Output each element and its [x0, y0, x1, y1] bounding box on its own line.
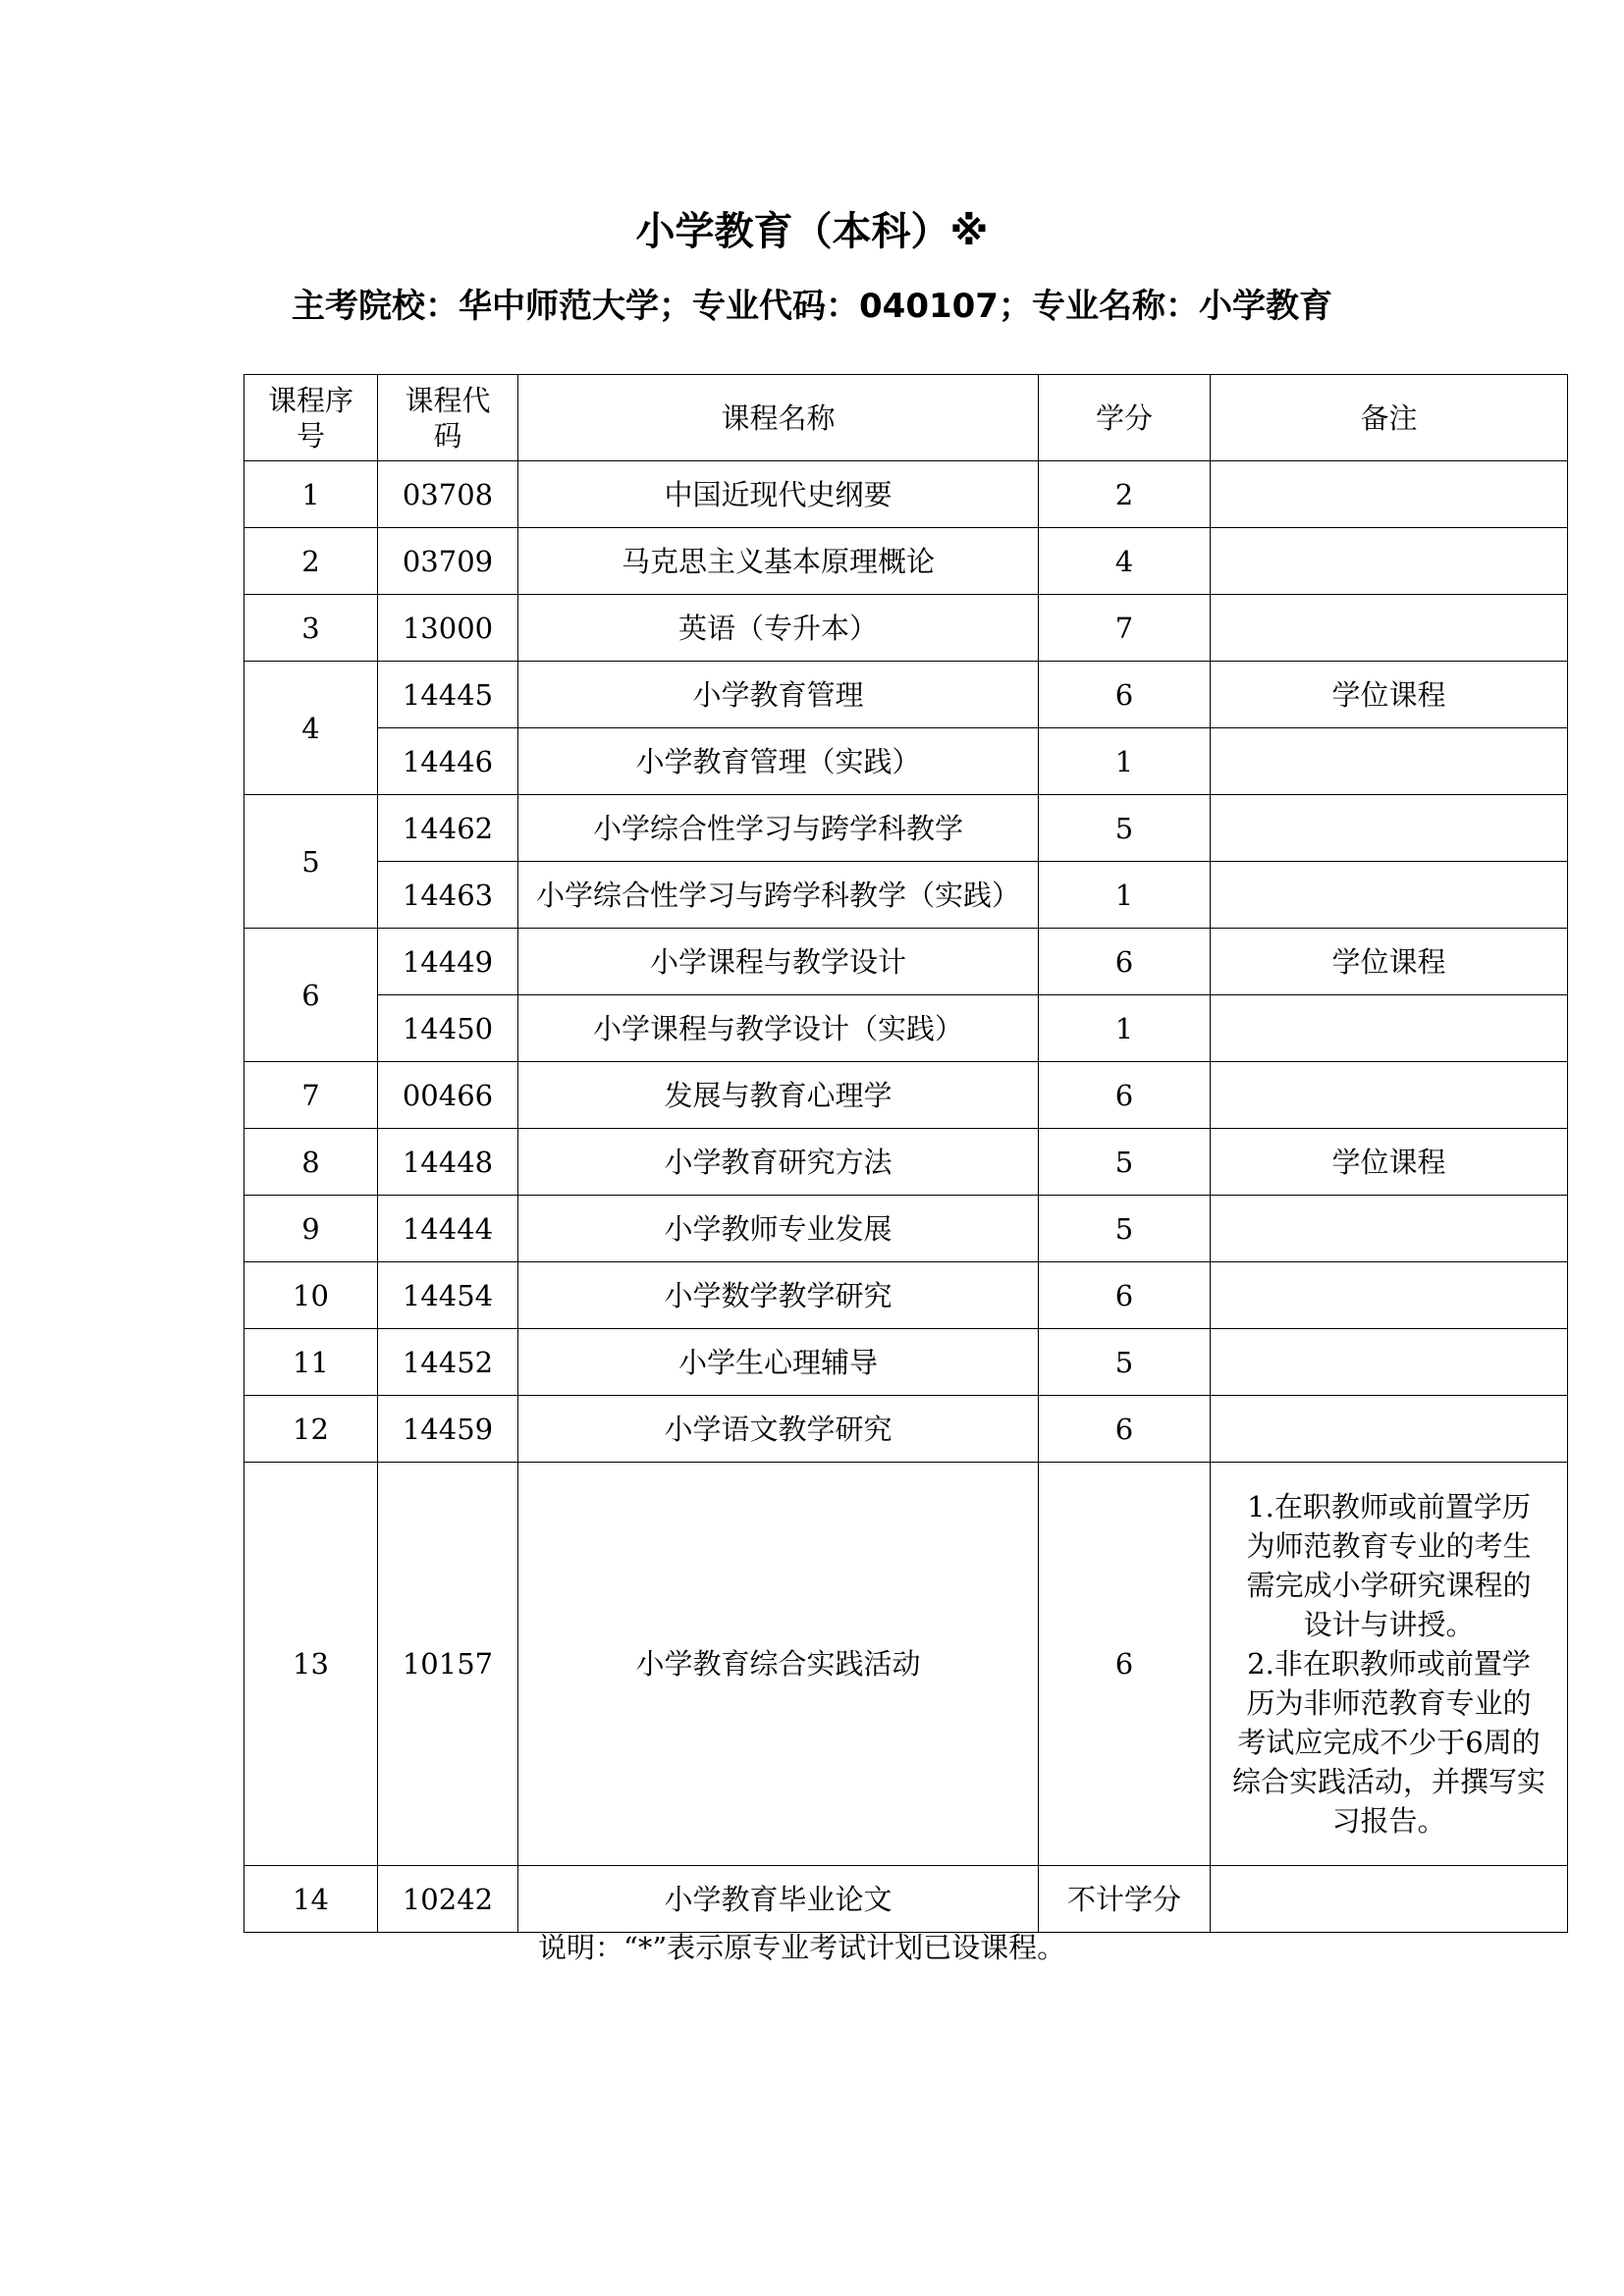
table-row — [244, 1396, 1568, 1463]
cell-name: 英语（专升本） — [518, 595, 1039, 662]
cell-code: 14446 — [378, 728, 518, 795]
page-subtitle: 主考院校：华中师范大学；专业代码：040107；专业名称：小学教育 — [292, 287, 1332, 326]
cell-seq: 7 — [244, 1062, 378, 1129]
cell-seq: 10 — [244, 1262, 378, 1329]
cell-remark — [1211, 1866, 1568, 1933]
cell-name: 中国近现代史纲要 — [518, 461, 1039, 528]
cell-code: 10157 — [378, 1463, 518, 1866]
header-seq: 课程序 号 — [244, 375, 378, 461]
cell-name: 小学教育管理（实践） — [518, 728, 1039, 795]
cell-credit: 6 — [1039, 1062, 1211, 1129]
header-code: 课程代 码 — [378, 375, 518, 461]
cell-seq: 12 — [244, 1396, 378, 1463]
cell-seq: 3 — [244, 595, 378, 662]
cell-credit: 1 — [1039, 995, 1211, 1062]
cell-code: 14450 — [378, 995, 518, 1062]
cell-remark: 学位课程 — [1211, 1129, 1568, 1196]
cell-remark — [1211, 1396, 1568, 1463]
cell-credit: 6 — [1039, 1262, 1211, 1329]
cell-credit: 1 — [1039, 728, 1211, 795]
cell-code: 14459 — [378, 1396, 518, 1463]
cell-seq: 9 — [244, 1196, 378, 1262]
cell-name: 小学课程与教学设计 — [518, 929, 1039, 995]
cell-seq: 4 — [244, 662, 378, 795]
cell-remark — [1211, 1329, 1568, 1396]
note-line: 1.在职教师或前置学历 — [1247, 1490, 1531, 1523]
header-name: 课程名称 — [518, 375, 1039, 461]
cell-name: 小学数学教学研究 — [518, 1262, 1039, 1329]
note-line: 2.非在职教师或前置学 — [1247, 1647, 1531, 1681]
note-line: 设计与讲授。 — [1303, 1608, 1475, 1641]
cell-code: 14463 — [378, 862, 518, 929]
cell-code: 14445 — [378, 662, 518, 728]
cell-code: 00466 — [378, 1062, 518, 1129]
note-line: 习报告。 — [1331, 1804, 1446, 1838]
table-row — [244, 1866, 1568, 1933]
cell-remark — [1211, 862, 1568, 929]
cell-code: 14449 — [378, 929, 518, 995]
cell-credit: 5 — [1039, 1196, 1211, 1262]
note-line: 为师范教育专业的考生 — [1246, 1529, 1532, 1563]
cell-name: 小学教育研究方法 — [518, 1129, 1039, 1196]
table-row — [244, 1196, 1568, 1262]
cell-code: 14444 — [378, 1196, 518, 1262]
cell-credit: 4 — [1039, 528, 1211, 595]
table-row — [244, 929, 1568, 995]
remark-note — [1211, 1463, 1568, 1866]
table-row — [244, 728, 1568, 795]
cell-name: 小学综合性学习与跨学科教学 — [518, 795, 1039, 862]
cell-seq: 5 — [244, 795, 378, 929]
cell-name: 马克思主义基本原理概论 — [518, 528, 1039, 595]
note-line: 综合实践活动，并撰写实 — [1231, 1765, 1545, 1798]
cell-remark — [1211, 995, 1568, 1062]
cell-remark — [1211, 528, 1568, 595]
cell-name: 发展与教育心理学 — [518, 1062, 1039, 1129]
cell-credit: 5 — [1039, 1329, 1211, 1396]
cell-remark — [1211, 728, 1568, 795]
cell-credit: 不计学分 — [1039, 1866, 1211, 1933]
cell-remark — [1211, 461, 1568, 528]
cell-credit: 6 — [1039, 1396, 1211, 1463]
cell-seq: 11 — [244, 1329, 378, 1396]
table-row — [244, 795, 1568, 862]
cell-code: 14454 — [378, 1262, 518, 1329]
cell-credit: 5 — [1039, 795, 1211, 862]
cell-name: 小学教育管理 — [518, 662, 1039, 728]
cell-remark: 学位课程 — [1211, 929, 1568, 995]
cell-seq: 2 — [244, 528, 378, 595]
cell-name: 小学教师专业发展 — [518, 1196, 1039, 1262]
table-row — [244, 1129, 1568, 1196]
cell-credit: 1 — [1039, 862, 1211, 929]
cell-code: 10242 — [378, 1866, 518, 1933]
cell-code: 03708 — [378, 461, 518, 528]
cell-name: 小学课程与教学设计（实践） — [518, 995, 1039, 1062]
cell-seq: 8 — [244, 1129, 378, 1196]
cell-seq: 1 — [244, 461, 378, 528]
cell-name: 小学教育综合实践活动 — [518, 1463, 1039, 1866]
table-row — [244, 1262, 1568, 1329]
table-row — [244, 528, 1568, 595]
cell-credit: 7 — [1039, 595, 1211, 662]
header-remark: 备注 — [1211, 375, 1568, 461]
cell-code: 14448 — [378, 1129, 518, 1196]
cell-remark — [1211, 1196, 1568, 1262]
cell-code: 14462 — [378, 795, 518, 862]
header-credit: 学分 — [1039, 375, 1211, 461]
cell-credit: 6 — [1039, 929, 1211, 995]
cell-remark — [1211, 795, 1568, 862]
cell-credit: 2 — [1039, 461, 1211, 528]
note-line: 需完成小学研究课程的 — [1246, 1569, 1532, 1602]
cell-remark — [1211, 1262, 1568, 1329]
table-row — [244, 595, 1568, 662]
cell-name: 小学综合性学习与跨学科教学（实践） — [518, 862, 1039, 929]
table-row — [244, 1329, 1568, 1396]
cell-name: 小学生心理辅导 — [518, 1329, 1039, 1396]
cell-credit: 6 — [1039, 1463, 1211, 1866]
table-row — [244, 995, 1568, 1062]
note-line: 历为非师范教育专业的 — [1246, 1686, 1532, 1720]
table-row — [244, 862, 1568, 929]
cell-remark: 学位课程 — [1211, 662, 1568, 728]
cell-remark — [1211, 1062, 1568, 1129]
table-row — [244, 1062, 1568, 1129]
cell-seq: 14 — [244, 1866, 378, 1933]
table-row — [244, 1463, 1568, 1866]
note-line: 考试应完成不少于6周的 — [1237, 1726, 1541, 1759]
cell-name: 小学语文教学研究 — [518, 1396, 1039, 1463]
cell-name: 小学教育毕业论文 — [518, 1866, 1039, 1933]
cell-seq: 6 — [244, 929, 378, 1062]
cell-credit: 5 — [1039, 1129, 1211, 1196]
cell-code: 13000 — [378, 595, 518, 662]
cell-remark — [1211, 595, 1568, 662]
table-row — [244, 461, 1568, 528]
header-row — [244, 375, 1568, 461]
cell-seq: 13 — [244, 1463, 378, 1866]
table-caption: 说明：“*”表示原专业考试计划已设课程。 — [538, 1931, 1066, 1964]
cell-credit: 6 — [1039, 662, 1211, 728]
cell-code: 14452 — [378, 1329, 518, 1396]
table-row — [244, 662, 1568, 728]
cell-code: 03709 — [378, 528, 518, 595]
page-title: 小学教育（本科）※ — [635, 209, 989, 254]
course-table — [244, 374, 1568, 1933]
